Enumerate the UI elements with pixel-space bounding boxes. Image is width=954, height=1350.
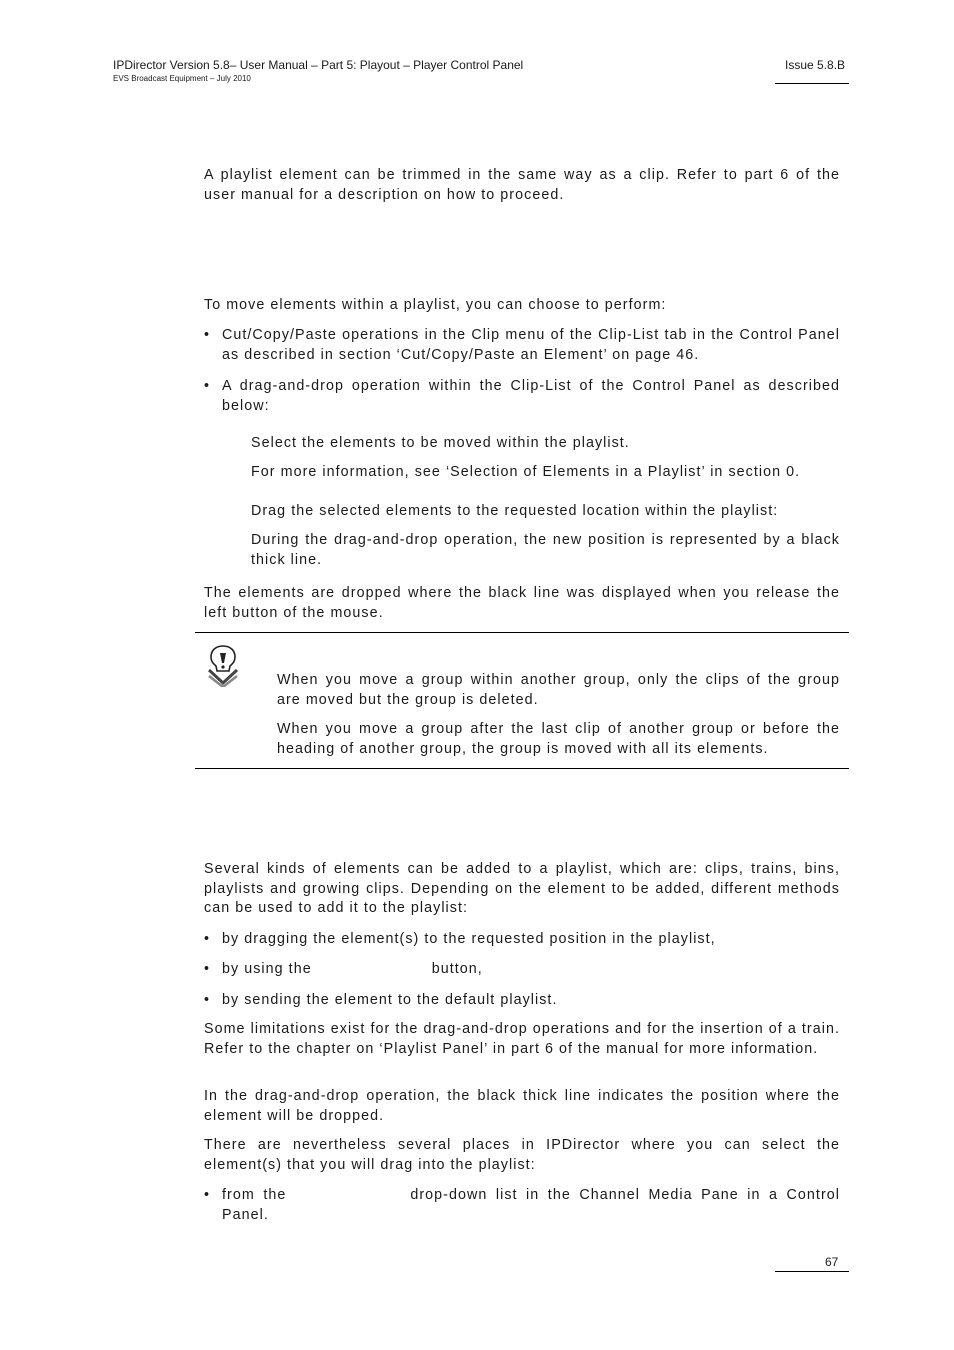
header-rule: [775, 83, 849, 84]
bullet-dot: •: [204, 1187, 211, 1203]
trim-paragraph: A playlist element can be trimmed in the same way as a clip. Refer to part 6 of the user manual for a description on how to proceed.: [204, 167, 840, 203]
bullet-text-b: button,: [431, 961, 483, 977]
add-bullet-dropdown: [204, 1186, 840, 1225]
footer-rule: [775, 1271, 849, 1272]
page-number: 67: [825, 1255, 839, 1269]
add-intro: Several kinds of elements can be added to a playlist, which are: clips, trains, bins, playlists and growing clips. Depending on the element to be added, different methods can be used to add it to the playlist:: [204, 861, 840, 916]
bullet-text-b: drop-down list in the Channel Media Pane in a Control Panel.: [222, 1187, 840, 1223]
bullet-text: by dragging the element(s) to the requested position in the playlist,: [222, 931, 716, 947]
move-step-drag-more: During the drag-and-drop operation, the new position is represented by a black thick line.: [251, 532, 840, 568]
note-icon: [206, 643, 240, 687]
move-step-select-more: For more information, see ‘Selection of Elements in a Playlist’ in section 0.: [251, 464, 801, 480]
bullet-dot: •: [204, 931, 211, 947]
bullet-text: Cut/Copy/Paste operations in the Clip menu of the Clip-List tab in the Control Panel as described in section ‘Cut/Copy/Paste an Element’ on page 46.: [222, 327, 840, 363]
header-title: IPDirector Version 5.8– User Manual – Part 5: Playout – Player Control Panel: [113, 58, 524, 72]
note-line-2: When you move a group after the last clip of another group or before the heading of another group, the group is moved with all its elements.: [277, 721, 840, 757]
move-bullet-cut-copy-paste: [204, 326, 840, 365]
bullet-dot: •: [204, 961, 211, 977]
move-step-select: Select the elements to be moved within the playlist.: [251, 435, 630, 451]
header-subtitle: EVS Broadcast Equipment – July 2010: [113, 74, 251, 83]
add-bullet-default: [204, 991, 840, 1011]
move-result: The elements are dropped where the black line was displayed when you release the left button of the mouse.: [204, 585, 840, 621]
add-places: There are nevertheless several places in IPDirector where you can select the element(s) that you will drag into the playlist:: [204, 1137, 840, 1173]
move-intro: To move elements within a playlist, you can choose to perform:: [204, 297, 667, 313]
add-bullet-drag: [204, 930, 840, 950]
add-black-line: In the drag-and-drop operation, the black thick line indicates the position where the element will be dropped.: [204, 1088, 840, 1124]
move-bullet-drag-drop: [204, 377, 840, 416]
header-issue: Issue 5.8.B: [785, 58, 846, 72]
bullet-dot: •: [204, 327, 211, 343]
bullet-text: A drag-and-drop operation within the Clip-List of the Control Panel as described below:: [222, 378, 840, 414]
add-bullet-button: [204, 960, 840, 980]
note-top-rule: [195, 632, 849, 633]
move-step-drag: Drag the selected elements to the requested location within the playlist:: [251, 503, 779, 519]
bullet-dot: •: [204, 992, 211, 1008]
bullet-text-a: from the: [222, 1187, 287, 1203]
bullet-dot: •: [204, 378, 211, 394]
bullet-text-a: by using the: [222, 961, 312, 977]
note-bottom-rule: [195, 768, 849, 769]
add-limitations: Some limitations exist for the drag-and-drop operations and for the insertion of a train. Refer to the chapter on ‘Playlist Panel’ in part 6 of the manual for more information.: [204, 1021, 840, 1057]
note-line-1: When you move a group within another group, only the clips of the group are moved but the group is deleted.: [277, 672, 840, 708]
bullet-text: by sending the element to the default playlist.: [222, 992, 558, 1008]
